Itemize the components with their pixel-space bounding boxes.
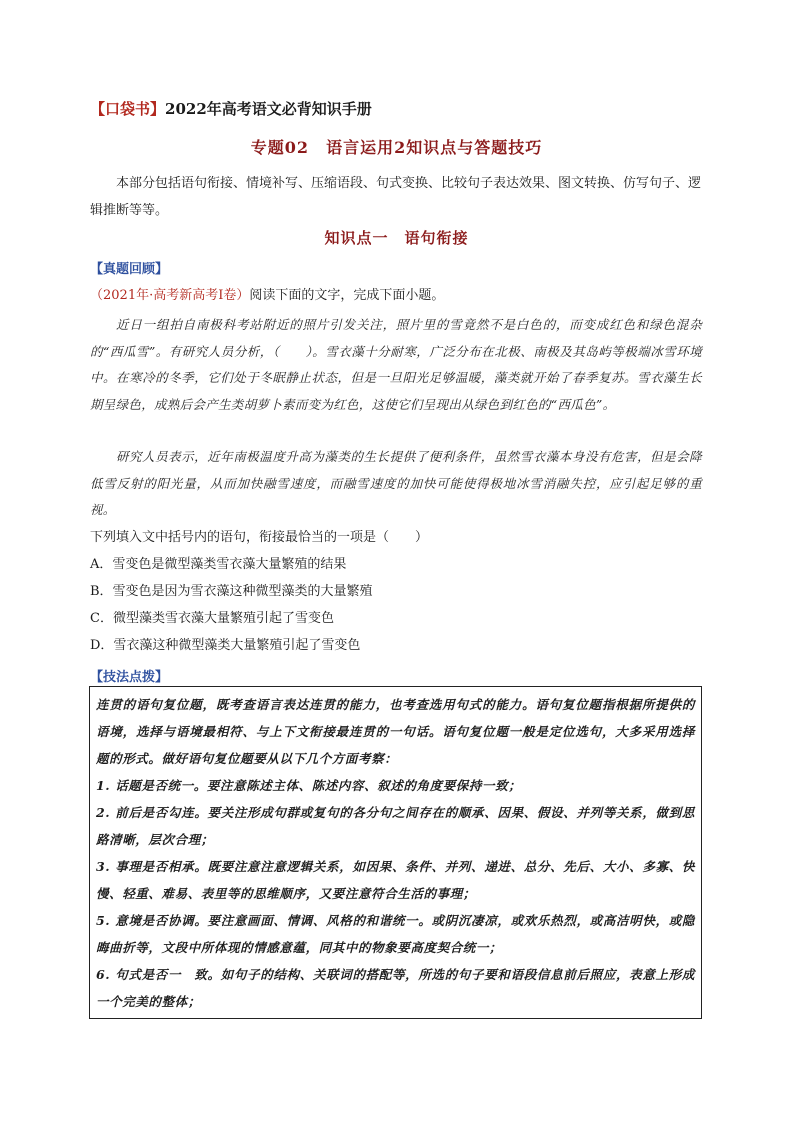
skills-tag: 【技法点拨】 [90,670,169,685]
topic-title: 专题02 语言运用2知识点与答题技巧 [250,138,543,157]
skills-point-5: 5. 意境是否协调。要注意画面、情调、风格的和谐统一。或阴沉凄凉，或欢乐热烈，或高洁明快，或隐晦曲折等，文段中所体现的情感意蕴，同其中的物象要高度契合统一； [96,913,695,955]
skills-point-1: 1. 话题是否统一。要注意陈述主体、陈述内容、叙述的角度要保持一致； [96,778,522,793]
intro-paragraph: 本部分包括语句衔接、情境补写、压缩语段、句式变换、比较句子表达效果、图文转换、仿写句子、逻辑推断等等。 [90,176,702,218]
book-header [90,98,372,119]
section-title: 知识点一 语句衔接 [324,229,469,247]
option-c: C．微型藻类雪衣藻大量繁殖引起了雪变色 [90,611,334,626]
review-tag: 【真题回顾】 [90,262,169,277]
source-line [90,284,702,303]
skills-point-6: 6. 句式是否一 致。如句子的结构、关联词的搭配等，所选的句子要和语段信息前后照应，表意上形成一个完美的整体； [96,967,695,1009]
option-a: A．雪变色是微型藻类雪衣藻大量繁殖的结果 [90,557,347,572]
skills-box [89,686,702,1019]
skills-point-2: 2. 前后是否勾连。要关注形成句群或复句的各分句之间存在的顺承、因果、假设、并列等关系，做到思路清晰，层次合理； [96,805,695,847]
exam-source: （2021年·高考新高考I卷） [90,288,250,303]
option-d: D．雪衣藻这种微型藻类大量繁殖引起了雪变色 [90,638,361,653]
question-stem: 下列填入文中括号内的语句，衔接最恰当的一项是（ ） [90,530,429,545]
book-title: 2022年高考语文必背知识手册 [165,100,372,118]
option-b: B．雪变色是因为雪衣藻这种微型藻类的大量繁殖 [90,584,373,599]
passage-paragraph-1: 近日一组拍自南极科考站附近的照片引发关注，照片里的雪竟然不是白色的，而变成红色和绿色混杂的“西瓜雪”。有研究人员分析，（ ）。雪衣藻十分耐寒，广泛分布在北极、南极及其岛屿等极端冰雪环境中。在寒冷的冬季，它们处于冬眠静止状态，但是一旦阳光足够温暖，藻类就开始了春季复苏。雪衣藻生长期呈绿色，成熟后会产生类胡萝卜素而变为红色，这使它们呈现出从绿色到红色的“西瓜色”。 [90,317,702,412]
answer-options [90,554,702,662]
skills-paragraph-intro: 连贯的语句复位题，既考查语言表达连贯的能力，也考查选用句式的能力。语句复位题指根据所提供的语境，选择与语境最相符、与上下文衔接最连贯的一句话。语句复位题一般是定位选句，大多采用选择题的形式。做好语句复位题要从以下几个方面考察： [96,697,695,766]
source-instruction: 阅读下面的文字，完成下面小题。 [249,288,445,303]
book-bracket-label: 【口袋书】 [90,100,166,118]
passage-paragraph-2: 研究人员表示，近年南极温度升高为藻类的生长提供了便利条件，虽然雪衣藻本身没有危害，但是会降低雪反射的阳光量，从而加快融雪速度，而融雪速度的加快可能使得极地冰雪消融失控，应引起足够的重视。 [90,449,702,517]
skills-point-3: 3. 事理是否相承。既要注意注意逻辑关系，如因果、条件、并列、递进、总分、先后、大小、多寡、快慢、轻重、难易、表里等的思维顺序，又要注意符合生活的事理； [96,859,695,901]
